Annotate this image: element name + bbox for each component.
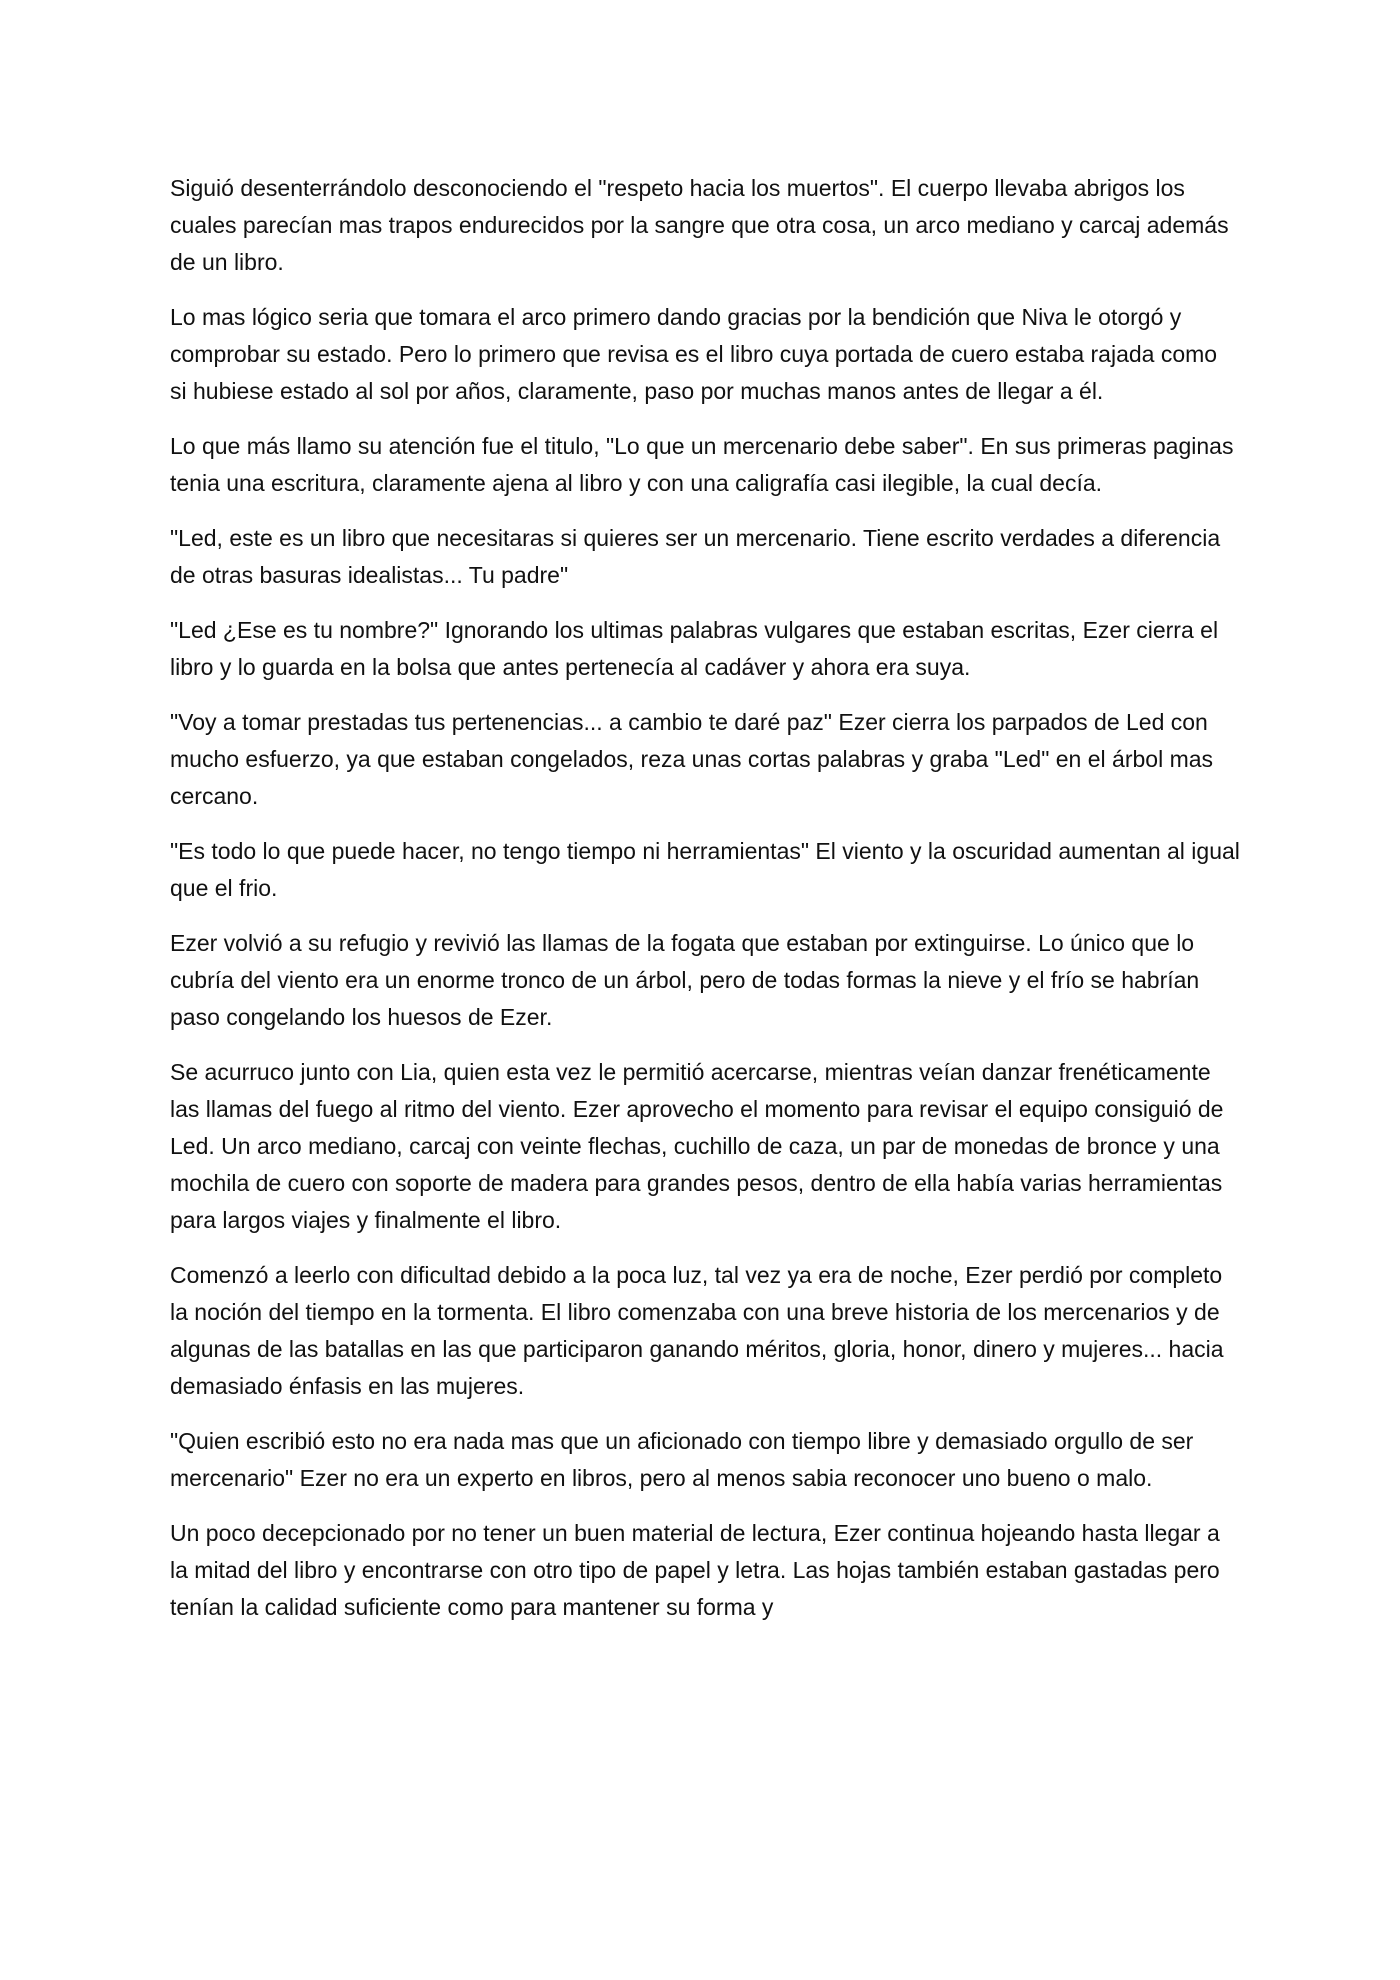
paragraph-7: "Es todo lo que puede hacer, no tengo tiempo ni herramientas" El viento y la oscuridad aumentan al igual que el frio. [170,838,1240,901]
paragraph-1: Siguió desenterrándolo desconociendo el "respeto hacia los muertos". El cuerpo llevaba abrigos los cuales parecían mas trapos endurecidos por la sangre que otra cosa, un arco mediano y carcaj además de un libro. [170,175,1229,275]
paragraph-5: "Led ¿Ese es tu nombre?" Ignorando los ultimas palabras vulgares que estaban escritas, Ezer cierra el libro y lo guarda en la bolsa que antes pertenecía al cadáver y ahora era suya. [170,617,1219,680]
paragraph-8: Ezer volvió a su refugio y revivió las llamas de la fogata que estaban por extinguirse. Lo único que lo cubría del viento era un enorme tronco de un árbol, pero de todas formas la nieve y el frío se habrían paso congelando los huesos de Ezer. [170,930,1200,1030]
paragraph-9: Se acurruco junto con Lia, quien esta vez le permitió acercarse, mientras veían danzar frenéticamente las llamas del fuego al ritmo del viento. Ezer aprovecho el momento para revisar el equipo consiguió de Led. Un arco mediano, carcaj con veinte flechas, cuchillo de caza, un par de monedas de bronce y una mochila de cuero con soporte de madera para grandes pesos, dentro de ella había varias herramientas para largos viajes y finalmente el libro. [170,1059,1224,1233]
paragraph-11: "Quien escribió esto no era nada mas que un aficionado con tiempo libre y demasiado orgullo de ser mercenario" Ezer no era un experto en libros, pero al menos sabia reconocer uno bueno o malo. [170,1428,1194,1491]
document-body [170,170,1240,1644]
paragraph-4: "Led, este es un libro que necesitaras si quieres ser un mercenario. Tiene escrito verdades a diferencia de otras basuras idealistas... Tu padre" [170,525,1221,588]
paragraph-2: Lo mas lógico seria que tomara el arco primero dando gracias por la bendición que Niva le otorgó y comprobar su estado. Pero lo primero que revisa es el libro cuya portada de cuero estaba rajada como si hubiese estado al sol por años, claramente, paso por muchas manos antes de llegar a él. [170,304,1218,404]
paragraph-3: Lo que más llamo su atención fue el titulo, "Lo que un mercenario debe saber". En sus primeras paginas tenia una escritura, claramente ajena al libro y con una caligrafía casi ilegible, la cual decía. [170,433,1234,496]
paragraph-10: Comenzó a leerlo con dificultad debido a la poca luz, tal vez ya era de noche, Ezer perdió por completo la noción del tiempo en la tormenta. El libro comenzaba con una breve historia de los mercenarios y de algunas de las batallas en las que participaron ganando méritos, gloria, honor, dinero y mujeres... hacia demasiado énfasis en las mujeres. [170,1262,1224,1399]
paragraph-12: Un poco decepcionado por no tener un buen material de lectura, Ezer continua hojeando hasta llegar a la mitad del libro y encontrarse con otro tipo de papel y letra. Las hojas también estaban gastadas pero tenían la calidad suficiente como para mantener su forma y [170,1520,1220,1620]
paragraph-6: "Voy a tomar prestadas tus pertenencias... a cambio te daré paz" Ezer cierra los parpados de Led con mucho esfuerzo, ya que estaban congelados, reza unas cortas palabras y graba "Led" en el árbol mas cercano. [170,709,1214,809]
